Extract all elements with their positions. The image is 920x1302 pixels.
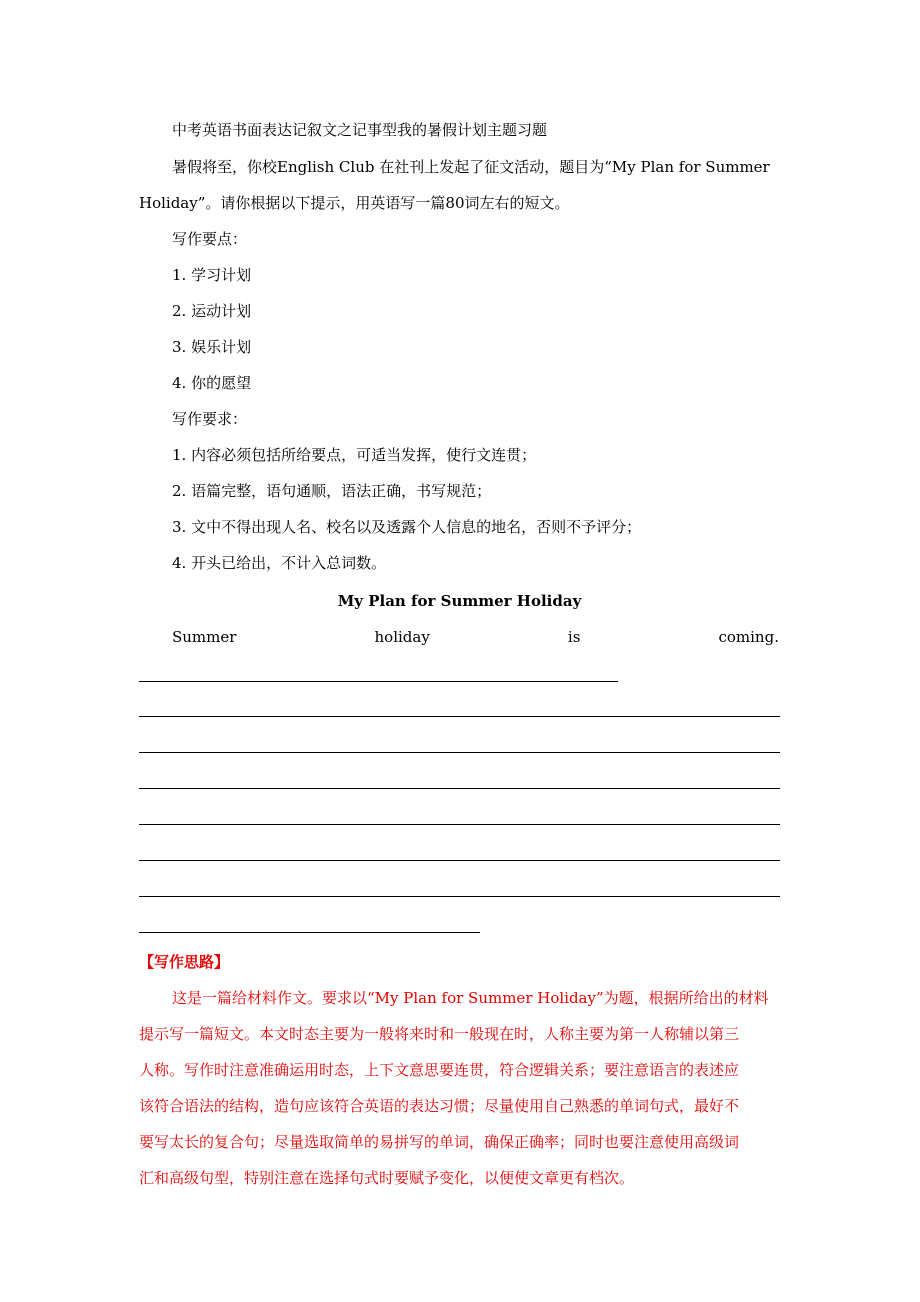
requirement-item: 1. 内容必须包括所给要点，可适当发挥，使行文连贯；: [172, 446, 537, 464]
point-item: 4. 你的愿望: [172, 374, 252, 392]
requirements-heading: 写作要求：: [172, 410, 248, 428]
essay-word: holiday: [374, 628, 430, 646]
essay-word: coming.: [718, 628, 779, 646]
answer-blank-line[interactable]: [139, 860, 780, 861]
analysis-heading: 【写作思路】: [139, 953, 230, 971]
analysis-line: 人称。写作时注意准确运用时态，上下文意思要连贯，符合逻辑关系；要注意语言的表述应: [139, 1061, 740, 1079]
essay-word: Summer: [172, 628, 237, 646]
answer-blank-line[interactable]: [139, 716, 780, 717]
document-title-line: 中考英语书面表达记叙文之记事型我的暑假计划主题习题: [172, 121, 548, 139]
analysis-line: 要写太长的复合句；尽量选取简单的易拼写的单词，确保正确率；同时也要注意使用高级词: [139, 1133, 740, 1151]
analysis-line: 该符合语法的结构，造句应该符合英语的表达习惯；尽量使用自己熟悉的单词句式，最好不: [139, 1097, 740, 1115]
point-item: 3. 娱乐计划: [172, 338, 252, 356]
essay-opening-line: [172, 627, 779, 647]
answer-blank-line[interactable]: [139, 788, 780, 789]
answer-blank-line[interactable]: [139, 932, 480, 933]
requirement-item: 2. 语篇完整，语句通顺，语法正确，书写规范；: [172, 482, 492, 500]
essay-word: is: [567, 628, 581, 646]
analysis-line: 这是一篇给材料作文。要求以“My Plan for Summer Holiday”为题，根据所给出的材料: [172, 989, 769, 1007]
essay-title: My Plan for Summer Holiday: [337, 592, 582, 610]
points-heading: 写作要点：: [172, 230, 248, 248]
answer-blank-line[interactable]: [139, 752, 780, 753]
requirement-item: 4. 开头已给出，不计入总词数。: [172, 554, 387, 572]
analysis-line: 提示写一篇短文。本文时态主要为一般将来时和一般现在时，人称主要为第一人称辅以第三: [139, 1025, 740, 1043]
point-item: 1. 学习计划: [172, 266, 252, 284]
requirement-item: 3. 文中不得出现人名、校名以及透露个人信息的地名，否则不予评分；: [172, 518, 642, 536]
intro-line-2: Holiday”。请你根据以下提示，用英语写一篇80词左右的短文。: [139, 194, 570, 212]
answer-blank-line[interactable]: [139, 896, 780, 897]
intro-line-1: 暑假将至，你校English Club 在社刊上发起了征文活动，题目为“My Plan for Summer: [172, 158, 770, 176]
analysis-line: 汇和高级句型，特别注意在选择句式时要赋予变化，以便使文章更有档次。: [139, 1169, 635, 1187]
answer-blank-line[interactable]: [139, 824, 780, 825]
answer-blank-line[interactable]: [139, 681, 618, 682]
point-item: 2. 运动计划: [172, 302, 252, 320]
